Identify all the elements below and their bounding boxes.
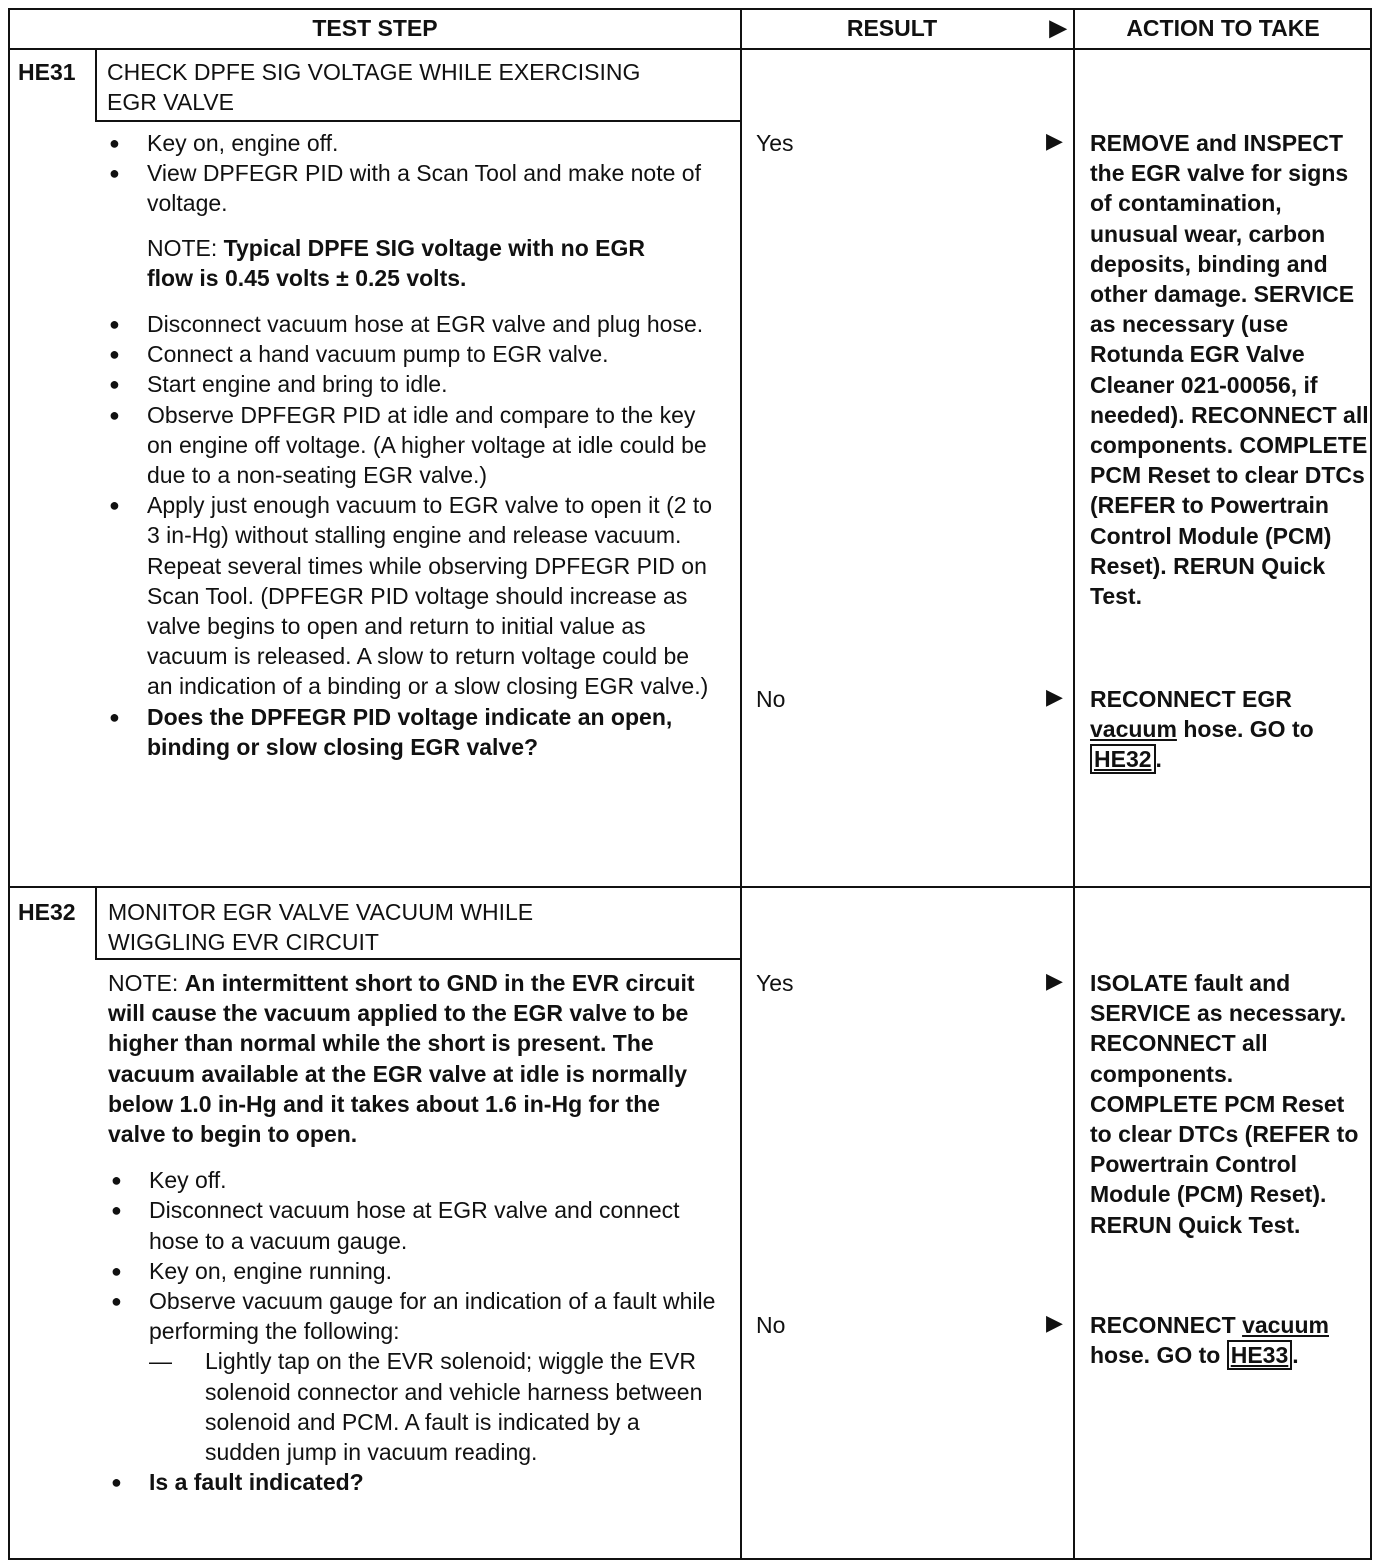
bullet-icon: ● xyxy=(109,133,120,153)
he33-reference-link[interactable]: HE33 xyxy=(1227,1340,1293,1370)
he31-steps xyxy=(106,128,716,762)
bullet-icon: ● xyxy=(109,404,120,425)
list-item: ● Apply just enough vacuum to EGR valve to open it (2 to 3 in-Hg) without stalling engine and release vacuum. Repeat several times while observing DPFEGR PID on Scan Tool. (DPFEGR PID voltage should increase as valve begins to open and return to initial value as vacuum is released. A slow to return voltage could be an indication of a binding or a slow closing EGR valve.) xyxy=(106,490,716,701)
list-item: ● Key on, engine off. xyxy=(106,128,716,158)
bullet-icon: ● xyxy=(109,706,120,727)
rule-left xyxy=(8,8,10,1560)
list-item: ● View DPFEGR PID with a Scan Tool and make note of voltage. xyxy=(106,158,716,218)
he32-no-arrow-icon: ▶ xyxy=(1046,1310,1063,1335)
rule-he31-title xyxy=(96,120,742,122)
he32-no-action: RECONNECT vacuum hose. GO to HE33 . xyxy=(1090,1312,1329,1369)
bullet-icon: ● xyxy=(111,1200,122,1221)
he31-code: HE31 xyxy=(18,59,76,85)
rule-action-left xyxy=(1073,8,1075,1560)
rule-he31-bottom xyxy=(8,886,1372,888)
rule-he31-code xyxy=(95,48,97,122)
list-item xyxy=(108,1467,718,1497)
rule-right xyxy=(1370,8,1372,1560)
he31-question: Does the DPFEGR PID voltage indicate an open, binding or slow closing EGR valve? xyxy=(147,703,673,760)
rule-header-bottom xyxy=(8,48,1372,50)
list-item: ● Disconnect vacuum hose at EGR valve and plug hose. xyxy=(106,309,716,339)
he31-no-arrow-icon: ▶ xyxy=(1046,684,1063,709)
he32-result-yes: Yes xyxy=(756,970,794,996)
rule-he32-title xyxy=(96,958,742,960)
header-test-step: TEST STEP xyxy=(312,14,438,41)
list-item: ● Observe DPFEGR PID at idle and compare to the key on engine off voltage. (A higher voltage at idle could be due to a non-seating EGR valve.) xyxy=(106,400,716,491)
he32-question: Is a fault indicated? xyxy=(149,1469,364,1496)
he32-reference-link[interactable]: HE32 xyxy=(1090,744,1156,774)
bullet-icon: ● xyxy=(111,1170,122,1191)
bullet-icon: ● xyxy=(111,1260,122,1281)
he31-title: CHECK DPFE SIG VOLTAGE WHILE EXERCISING EGR VALVE xyxy=(107,59,641,115)
list-item: ● Connect a hand vacuum pump to EGR valve. xyxy=(106,339,716,369)
list-item: ● Disconnect vacuum hose at EGR valve and connect hose to a vacuum gauge. xyxy=(108,1195,718,1255)
he32-yes-action: ISOLATE fault and SERVICE as necessary. RECONNECT all components. COMPLETE PCM Reset to clear DTCs (REFER to Powertrain Control Module (PCM) Reset). RERUN Quick Test. xyxy=(1090,970,1359,1238)
list-item: ● Observe vacuum gauge for an indication of a fault while performing the following: xyxy=(108,1286,718,1346)
he32-code: HE32 xyxy=(18,899,76,925)
list-item xyxy=(106,702,716,762)
dash-icon: — xyxy=(149,1348,172,1375)
he31-yes-action: REMOVE and INSPECT the EGR valve for signs of contamination, unusual wear, carbon deposits, binding and other damage. SERVICE as necessary (use Rotunda EGR Valve Cleaner 021-00056, if needed). RECONNECT all components. COMPLETE PCM Reset to clear DTCs (REFER to Powertrain Control Module (PCM) Reset). RERUN Quick Test. xyxy=(1090,130,1369,610)
bullet-icon: ● xyxy=(111,1291,122,1312)
bullet-icon: ● xyxy=(109,163,120,184)
list-item: ● Key on, engine running. xyxy=(108,1256,718,1286)
rule-result-left xyxy=(740,8,742,1560)
bullet-icon: ● xyxy=(109,344,120,365)
bullet-icon: ● xyxy=(109,495,120,516)
he31-yes-arrow-icon: ▶ xyxy=(1046,128,1063,153)
he31-result-no: No xyxy=(756,686,786,712)
he31-note: NOTE: Typical DPFE SIG voltage with no EGR flow is 0.45 volts ± 0.25 volts. xyxy=(147,234,645,291)
header-action: ACTION TO TAKE xyxy=(1126,14,1320,41)
he32-steps xyxy=(108,968,718,1497)
header-result: RESULT xyxy=(846,14,938,41)
bullet-icon: ● xyxy=(109,374,120,395)
list-item: ● Start engine and bring to idle. xyxy=(106,369,716,399)
rule-he32-code xyxy=(95,886,97,960)
he32-yes-arrow-icon: ▶ xyxy=(1046,968,1063,993)
list-item: ● Key off. xyxy=(108,1165,718,1195)
he31-no-action: RECONNECT EGR vacuum hose. GO to HE32 . xyxy=(1090,686,1314,773)
rule-top xyxy=(8,8,1372,10)
he32-note: NOTE: An intermittent short to GND in the EVR circuit will cause the vacuum applied to the EGR valve to be higher than normal while the short is present. The vacuum available at the EGR valve at idle is normally below 1.0 in-Hg and it takes about 1.6 in-Hg for the valve to begin to open. xyxy=(108,970,695,1148)
list-item: — Lightly tap on the EVR solenoid; wiggle the EVR solenoid connector and vehicle harness between solenoid and PCM. A fault is indicated by a sudden jump in vacuum reading. xyxy=(108,1346,718,1467)
he32-result-no: No xyxy=(756,1312,786,1338)
he32-title: MONITOR EGR VALVE VACUUM WHILE WIGGLING EVR CIRCUIT xyxy=(108,899,534,955)
rule-bottom xyxy=(8,1558,1372,1560)
bullet-icon: ● xyxy=(109,314,120,335)
bullet-icon: ● xyxy=(111,1472,122,1493)
header-result-arrow-icon: ▶ xyxy=(1049,15,1067,40)
he31-result-yes: Yes xyxy=(756,130,794,156)
